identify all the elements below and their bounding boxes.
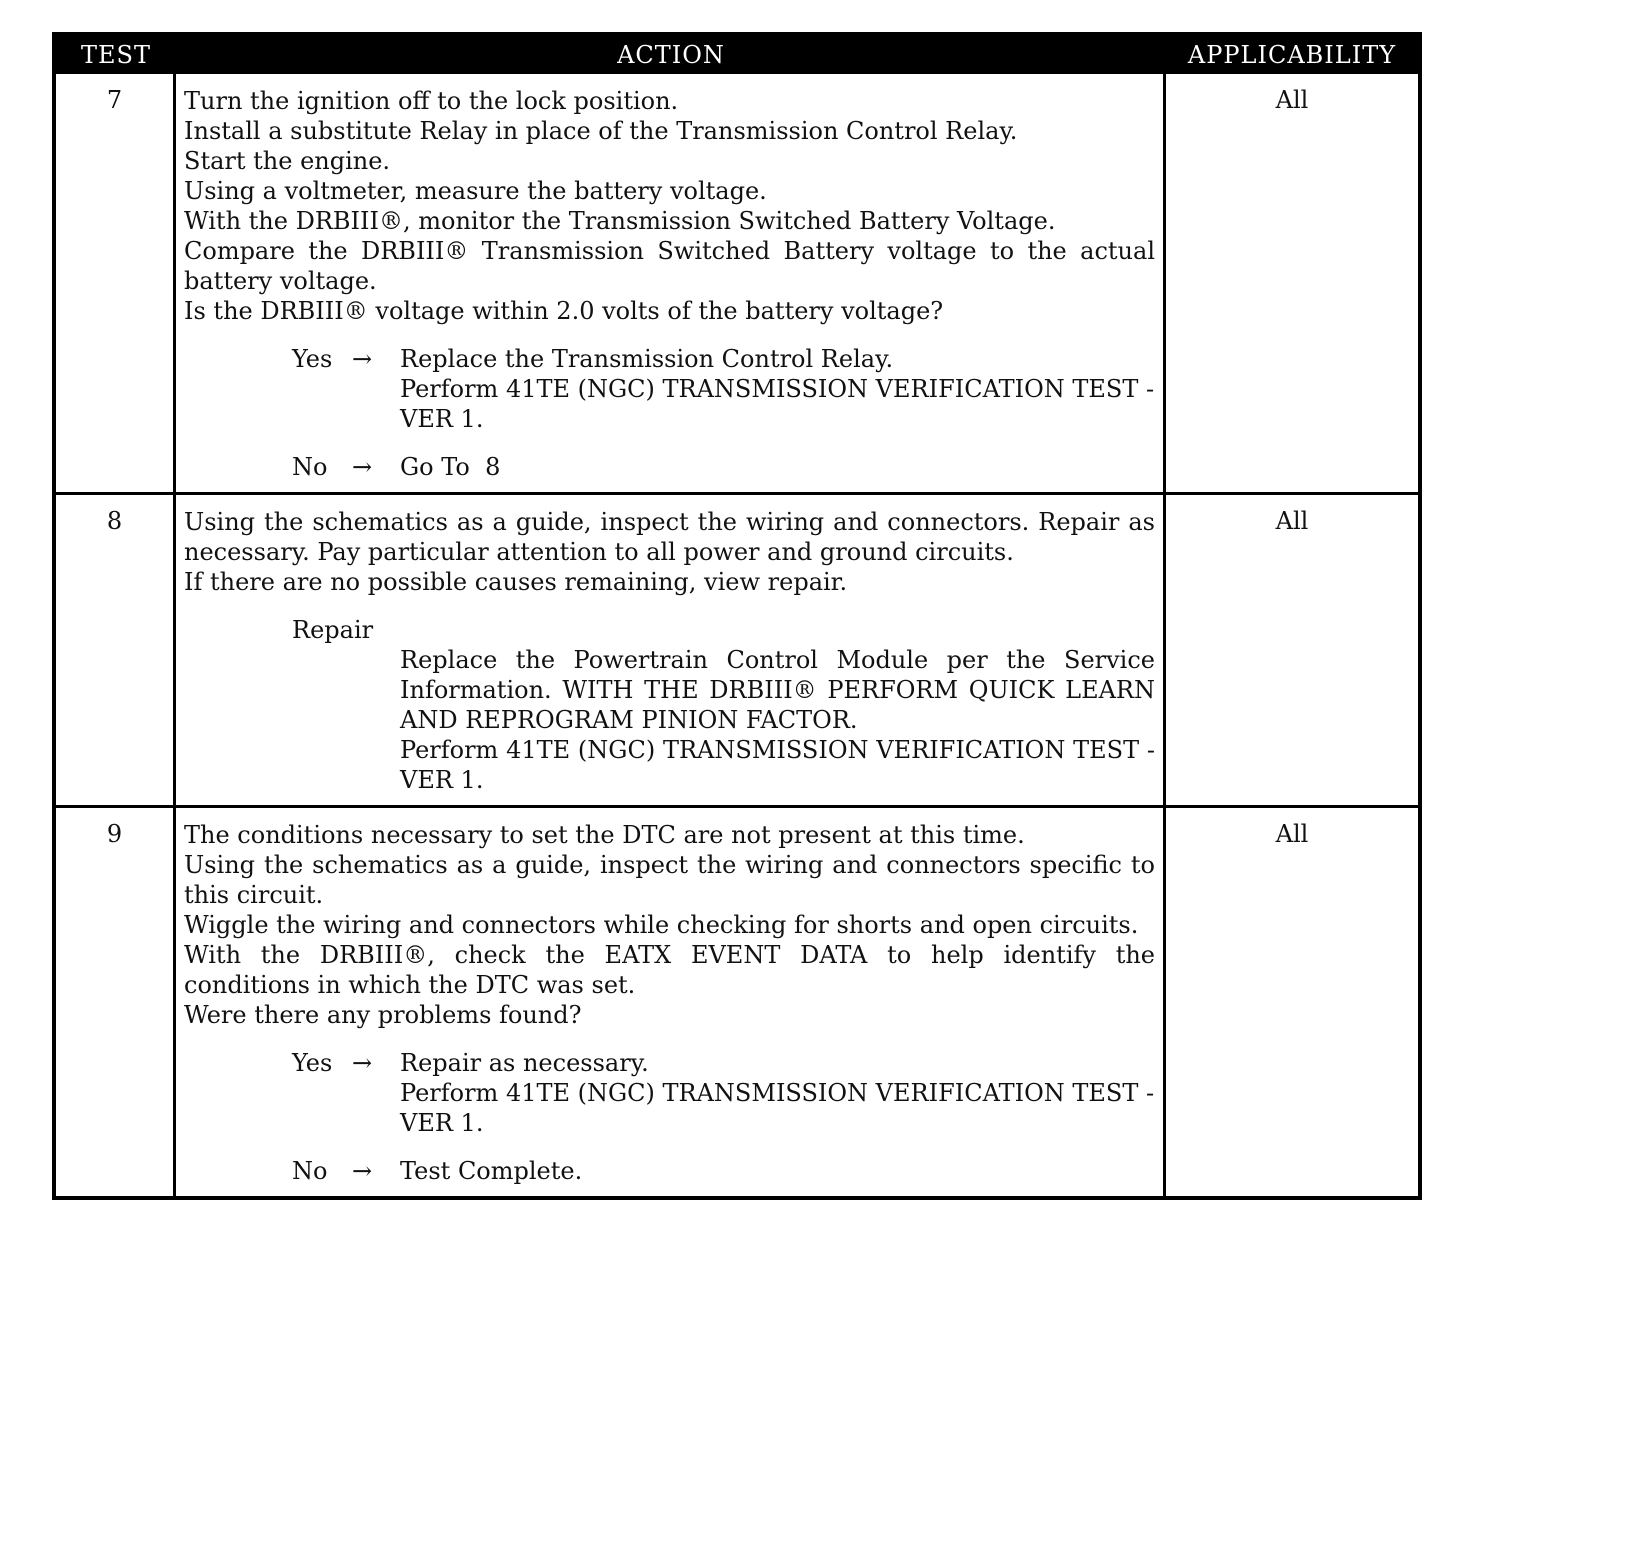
table-header bbox=[56, 36, 1418, 74]
answer-label: Yes bbox=[292, 1049, 333, 1077]
answer-body bbox=[400, 1156, 1155, 1186]
action-line: The conditions necessary to set the DTC are not present at this time. bbox=[184, 821, 1025, 849]
table-row bbox=[56, 805, 1418, 1196]
arrow-right-icon: → bbox=[352, 1049, 373, 1077]
answer-label: No bbox=[292, 1157, 328, 1185]
answer-line: Replace the Transmission Control Relay. bbox=[400, 345, 894, 373]
action-line: Using the schematics as a guide, inspect the wiring and connectors specific to this circuit. bbox=[184, 851, 1155, 909]
answers bbox=[184, 344, 1155, 482]
answer-line: Test Complete. bbox=[400, 1157, 583, 1185]
answer-line: Repair as necessary. bbox=[400, 1049, 649, 1077]
answer-line: Go To 8 bbox=[400, 453, 501, 481]
action-line: Compare the DRBIII® Transmission Switched Battery voltage to the actual battery voltage. bbox=[184, 237, 1155, 295]
arrow-right-icon: → bbox=[352, 345, 373, 373]
repair-block bbox=[292, 615, 1155, 795]
applicability-cell: All bbox=[1275, 507, 1309, 535]
action-line: Install a substitute Relay in place of the Transmission Control Relay. bbox=[184, 117, 1018, 145]
action-line: Turn the ignition off to the lock position. bbox=[184, 87, 679, 115]
repair-body bbox=[400, 645, 1155, 795]
action-cell bbox=[176, 74, 1166, 492]
answer-line: Perform 41TE (NGC) TRANSMISSION VERIFICATION TEST - VER 1. bbox=[400, 375, 1155, 433]
header-applicability: APPLICABILITY bbox=[1187, 41, 1397, 69]
header-test: TEST bbox=[81, 41, 151, 69]
diagnostic-test-table bbox=[52, 32, 1422, 1200]
arrow-right-icon: → bbox=[352, 453, 373, 481]
action-line: With the DRBIII®, check the EATX EVENT DATA to help identify the conditions in which the DTC was set. bbox=[184, 941, 1155, 999]
answer-body bbox=[400, 1048, 1155, 1138]
repair-line: Replace the Powertrain Control Module per the Service Information. WITH THE DRBIII® PERFORM QUICK LEARN AND REPROGRAM PINION FACTOR. bbox=[400, 646, 1155, 734]
action-line: With the DRBIII®, monitor the Transmission Switched Battery Voltage. bbox=[184, 207, 1056, 235]
test-number: 9 bbox=[56, 808, 176, 1196]
action-line: If there are no possible causes remaining, view repair. bbox=[184, 568, 848, 596]
repair-label: Repair bbox=[292, 616, 374, 644]
action-cell bbox=[176, 495, 1166, 805]
header-action: ACTION bbox=[617, 41, 725, 69]
table-row bbox=[56, 74, 1418, 492]
answers bbox=[184, 1048, 1155, 1186]
action-cell bbox=[176, 808, 1166, 1196]
table-row bbox=[56, 492, 1418, 805]
answer-no bbox=[292, 1156, 1155, 1186]
answer-label: No bbox=[292, 453, 328, 481]
action-question: Were there any problems found? bbox=[184, 1001, 582, 1029]
answer-line: Perform 41TE (NGC) TRANSMISSION VERIFICATION TEST - VER 1. bbox=[400, 1079, 1155, 1137]
action-line: Using the schematics as a guide, inspect the wiring and connectors. Repair as necessary. Pay particular attention to all power and ground circuits. bbox=[184, 508, 1155, 566]
action-line: Wiggle the wiring and connectors while checking for shorts and open circuits. bbox=[184, 911, 1139, 939]
test-number: 7 bbox=[56, 74, 176, 492]
action-line: Using a voltmeter, measure the battery voltage. bbox=[184, 177, 767, 205]
applicability-cell: All bbox=[1275, 820, 1309, 848]
applicability-cell: All bbox=[1275, 86, 1309, 114]
action-question: Is the DRBIII® voltage within 2.0 volts of the battery voltage? bbox=[184, 297, 944, 325]
answer-no bbox=[292, 452, 1155, 482]
answer-body bbox=[400, 452, 1155, 482]
answer-yes bbox=[292, 1048, 1155, 1138]
test-number: 8 bbox=[56, 495, 176, 805]
answer-yes bbox=[292, 344, 1155, 434]
arrow-right-icon: → bbox=[352, 1157, 373, 1185]
answer-body bbox=[400, 344, 1155, 434]
repair-line: Perform 41TE (NGC) TRANSMISSION VERIFICATION TEST - VER 1. bbox=[400, 736, 1155, 794]
answer-label: Yes bbox=[292, 345, 333, 373]
action-line: Start the engine. bbox=[184, 147, 391, 175]
